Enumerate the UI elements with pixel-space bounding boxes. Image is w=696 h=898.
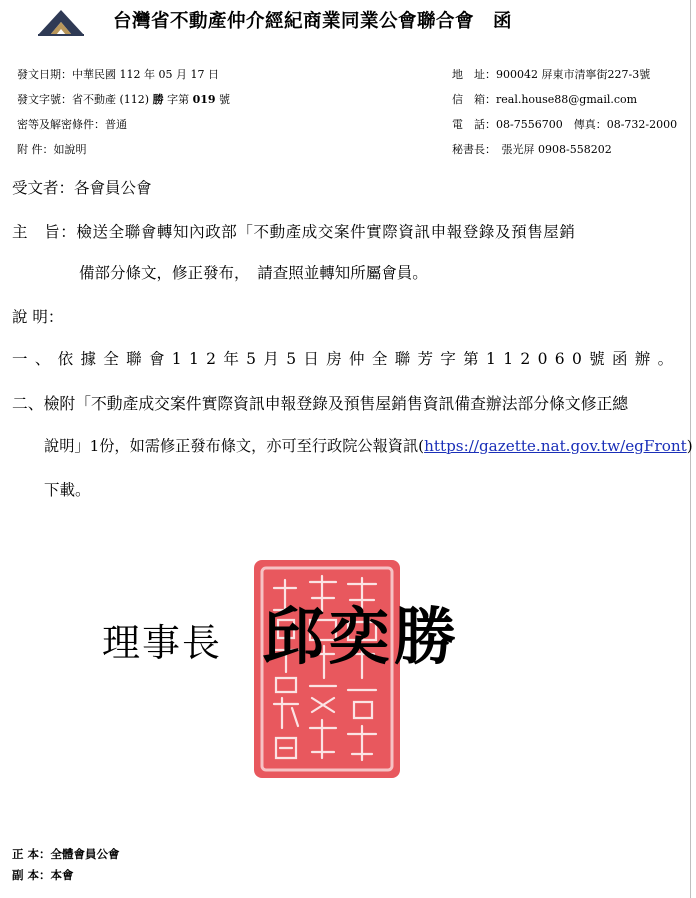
association-logo bbox=[36, 7, 86, 37]
document-number: 發文字號：省不動產 (112) 勝 字第 019 號 bbox=[17, 93, 231, 106]
description-item-2-line-1: 二、檢附「不動產成交案件實際資訊申報登錄及預售屋銷售資訊備查辦法部分條文修正總 bbox=[12, 394, 629, 413]
subject-line-2: 備部分條文，修正發布， 請查照並轉知所屬會員。 bbox=[79, 264, 428, 282]
secrecy-level: 密等及解密條件：普通 bbox=[17, 118, 127, 131]
attachment: 附 件：如說明 bbox=[17, 143, 87, 156]
chairman-title: 理事長 bbox=[102, 621, 223, 665]
original-recipients: 正 本：全體會員公會 bbox=[12, 847, 120, 861]
recipient: 受文者：各會員公會 bbox=[12, 179, 152, 197]
document-title: 台灣省不動產仲介經紀商業同業公會聯合會 函 bbox=[113, 11, 513, 32]
description-item-2-line-2: 說明」1份，如需修正發布條文，亦可至行政院公報資訊(https://gazette.nat.gov.tw/egFront) bbox=[44, 437, 693, 455]
description-item-1: 一 、 依 據 全 聯 會 1 1 2 年 5 月 5 日 房 仲 全 聯 芳 字 第 1 1 2 0 6 0 號 函 辦 。 bbox=[12, 350, 675, 368]
description-item-2-line-3: 下載。 bbox=[44, 481, 91, 499]
issue-date: 發文日期：中華民國 112 年 05 月 17 日 bbox=[17, 68, 219, 81]
email: 信 箱：real.house88@gmail.com bbox=[452, 93, 638, 106]
copy-recipients: 副 本：本會 bbox=[12, 868, 74, 882]
address: 地 址：900042 屏東市清寧街227-3號 bbox=[452, 68, 651, 81]
chairman-signature: 邱奕勝 bbox=[262, 600, 461, 673]
secretary-general: 秘書長： 張光屏 0908-558202 bbox=[452, 143, 612, 156]
phone: 電 話：08-7556700 傳真：08-732-2000 bbox=[452, 118, 678, 131]
description-label: 說 明： bbox=[12, 308, 64, 326]
gazette-link[interactable]: https://gazette.nat.gov.tw/egFront bbox=[424, 437, 687, 455]
subject-line-1: 主 旨：檢送全聯會轉知內政部「不動產成交案件實際資訊申報登錄及預售屋銷 bbox=[12, 223, 576, 241]
